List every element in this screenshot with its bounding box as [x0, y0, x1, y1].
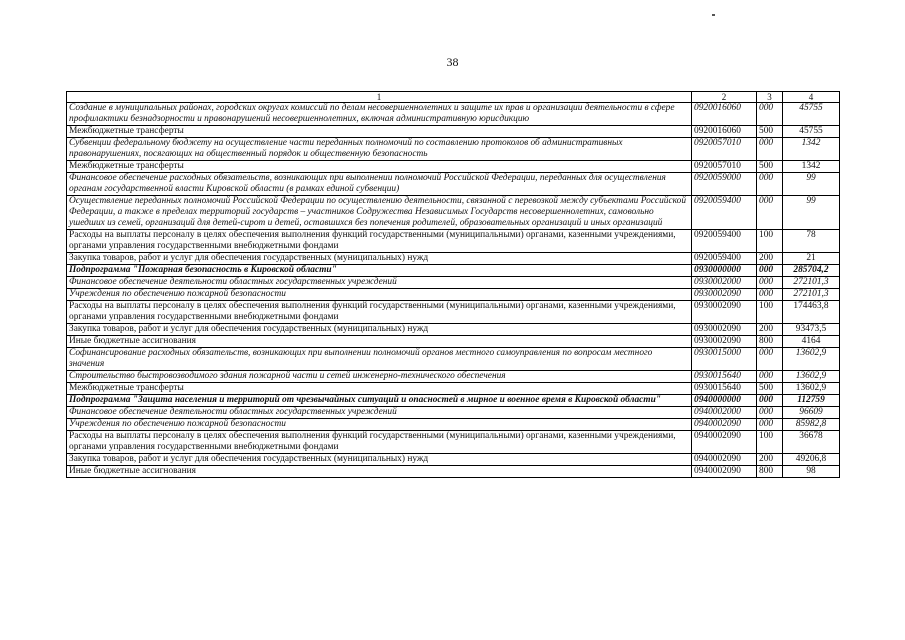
row-name-cell: Софинансирование расходных обязательств, возникающих при выполнении полномочий органов местного самоуправления по вопросам местного значения — [67, 348, 692, 371]
row-amount-cell: 85982,8 — [783, 419, 840, 431]
row-code-cell: 0920059400 — [692, 253, 757, 265]
table-row — [67, 196, 840, 230]
row-name-cell: Финансовое обеспечение деятельности областных государственных учреждений — [67, 407, 692, 419]
row-name-cell: Подпрограмма "Защита населения и территорий от чрезвычайных ситуаций и опасностей в мирное и военное время в Кировской области" — [67, 395, 692, 407]
row-name-cell: Субвенции федеральному бюджету на осуществление части переданных полномочий по составлению протоколов об административных правонарушениях, посягающих на общественный порядок и общественную безопасность — [67, 138, 692, 161]
table-row — [67, 383, 840, 395]
row-code-cell: 0920016060 — [692, 103, 757, 126]
row-amount-cell: 112759 — [783, 395, 840, 407]
header-col-3: 3 — [757, 92, 783, 103]
row-type-cell: 000 — [757, 138, 783, 161]
row-code-cell: 0920016060 — [692, 126, 757, 138]
row-name-cell: Учреждения по обеспечению пожарной безопасности — [67, 289, 692, 301]
row-name-cell: Межбюджетные трансферты — [67, 161, 692, 173]
row-type-cell: 000 — [757, 265, 783, 277]
row-amount-cell: 49206,8 — [783, 454, 840, 466]
row-name-cell: Финансовое обеспечение деятельности областных государственных учреждений — [67, 277, 692, 289]
row-code-cell: 0940002090 — [692, 431, 757, 454]
table-row — [67, 348, 840, 371]
row-amount-cell: 1342 — [783, 138, 840, 161]
row-type-cell: 100 — [757, 431, 783, 454]
row-amount-cell: 1342 — [783, 161, 840, 173]
row-name-cell: Межбюджетные трансферты — [67, 126, 692, 138]
row-code-cell: 0930000000 — [692, 265, 757, 277]
row-type-cell: 000 — [757, 348, 783, 371]
row-type-cell: 100 — [757, 301, 783, 324]
row-name-cell: Осуществление переданных полномочий Российской Федерации по осуществлению деятельности, связанной с перевозкой между субъектами Российской Федерации, а также в пределах территорий государств – участников Содружества Независимых Государств несовершеннолетних, самовольно ушедших из семей, организаций для детей-сирот и детей, оставшихся без попечения родителей, образовательных организаций и иных организаций — [67, 196, 692, 230]
row-name-cell: Закупка товаров, работ и услуг для обеспечения государственных (муниципальных) нужд — [67, 324, 692, 336]
row-amount-cell: 45755 — [783, 126, 840, 138]
row-amount-cell: 174463,8 — [783, 301, 840, 324]
row-amount-cell: 285704,2 — [783, 265, 840, 277]
row-type-cell: 100 — [757, 230, 783, 253]
row-name-cell: Межбюджетные трансферты — [67, 383, 692, 395]
row-code-cell: 0920059400 — [692, 196, 757, 230]
row-type-cell: 800 — [757, 466, 783, 478]
row-type-cell: 200 — [757, 253, 783, 265]
row-type-cell: 000 — [757, 289, 783, 301]
row-type-cell: 000 — [757, 407, 783, 419]
row-amount-cell: 45755 — [783, 103, 840, 126]
row-amount-cell: 36678 — [783, 431, 840, 454]
row-amount-cell: 272101,3 — [783, 277, 840, 289]
row-code-cell: 0940002090 — [692, 454, 757, 466]
table-row — [67, 126, 840, 138]
table-row — [67, 173, 840, 196]
scan-speck — [712, 14, 715, 16]
table-row — [67, 277, 840, 289]
row-type-cell: 000 — [757, 395, 783, 407]
row-amount-cell: 96609 — [783, 407, 840, 419]
row-code-cell: 0920057010 — [692, 161, 757, 173]
row-amount-cell: 4164 — [783, 336, 840, 348]
budget-table — [66, 91, 840, 478]
row-type-cell: 200 — [757, 324, 783, 336]
table-row — [67, 289, 840, 301]
row-code-cell: 0930002090 — [692, 301, 757, 324]
row-type-cell: 000 — [757, 103, 783, 126]
table-row — [67, 253, 840, 265]
table-header-row — [67, 92, 840, 103]
row-code-cell: 0930015640 — [692, 371, 757, 383]
header-col-4: 4 — [783, 92, 840, 103]
table-row — [67, 161, 840, 173]
row-name-cell: Иные бюджетные ассигнования — [67, 336, 692, 348]
table-row — [67, 138, 840, 161]
row-amount-cell: 21 — [783, 253, 840, 265]
row-code-cell: 0940000000 — [692, 395, 757, 407]
table-row — [67, 466, 840, 478]
row-type-cell: 800 — [757, 336, 783, 348]
header-col-2: 2 — [692, 92, 757, 103]
row-amount-cell: 93473,5 — [783, 324, 840, 336]
table-row — [67, 301, 840, 324]
row-code-cell: 0940002000 — [692, 407, 757, 419]
row-code-cell: 0920057010 — [692, 138, 757, 161]
page-number: 38 — [446, 55, 459, 69]
row-amount-cell: 13602,9 — [783, 348, 840, 371]
row-name-cell: Закупка товаров, работ и услуг для обеспечения государственных (муниципальных) нужд — [67, 454, 692, 466]
row-code-cell: 0930002000 — [692, 277, 757, 289]
row-name-cell: Подпрограмма "Пожарная безопасность в Кировской области" — [67, 265, 692, 277]
row-type-cell: 500 — [757, 126, 783, 138]
row-name-cell: Расходы на выплаты персоналу в целях обеспечения выполнения функций государственными (муниципальными) органами, казенными учреждениями, органами управления государственными внебюджетными фондами — [67, 431, 692, 454]
row-amount-cell: 13602,9 — [783, 383, 840, 395]
table-row — [67, 230, 840, 253]
row-code-cell: 0930002090 — [692, 336, 757, 348]
row-name-cell: Закупка товаров, работ и услуг для обеспечения государственных (муниципальных) нужд — [67, 253, 692, 265]
row-type-cell: 000 — [757, 196, 783, 230]
row-type-cell: 200 — [757, 454, 783, 466]
table-row — [67, 265, 840, 277]
row-name-cell: Создание в муниципальных районах, городских округах комиссий по делам несовершеннолетних и защите их прав и организации деятельности в сфере профилактики безнадзорности и правонарушений несовершеннолетних, включая административную юрисдикцию — [67, 103, 692, 126]
row-type-cell: 000 — [757, 419, 783, 431]
table-row — [67, 371, 840, 383]
row-name-cell: Расходы на выплаты персоналу в целях обеспечения выполнения функций государственными (муниципальными) органами, казенными учреждениями, органами управления государственными внебюджетными фондами — [67, 230, 692, 253]
table-row — [67, 419, 840, 431]
row-type-cell: 500 — [757, 161, 783, 173]
row-code-cell: 0930002090 — [692, 289, 757, 301]
row-type-cell: 000 — [757, 173, 783, 196]
row-code-cell: 0930002090 — [692, 324, 757, 336]
table-row — [67, 407, 840, 419]
row-code-cell: 0930015000 — [692, 348, 757, 371]
table-row — [67, 431, 840, 454]
row-amount-cell: 13602,9 — [783, 371, 840, 383]
table-row — [67, 395, 840, 407]
row-name-cell: Финансовое обеспечение расходных обязательств, возникающих при выполнении полномочий Российской Федерации, переданных для осуществления органам государственной власти Кировской области (в рамках единой субвенции) — [67, 173, 692, 196]
row-code-cell: 0940002090 — [692, 466, 757, 478]
table-row — [67, 336, 840, 348]
row-type-cell: 500 — [757, 383, 783, 395]
table-row — [67, 324, 840, 336]
row-name-cell: Расходы на выплаты персоналу в целях обеспечения выполнения функций государственными (муниципальными) органами, казенными учреждениями, органами управления государственными внебюджетными фондами — [67, 301, 692, 324]
row-code-cell: 0920059400 — [692, 230, 757, 253]
row-name-cell: Учреждения по обеспечению пожарной безопасности — [67, 419, 692, 431]
row-amount-cell: 99 — [783, 196, 840, 230]
row-amount-cell: 78 — [783, 230, 840, 253]
row-type-cell: 000 — [757, 277, 783, 289]
row-code-cell: 0920059000 — [692, 173, 757, 196]
table-row — [67, 103, 840, 126]
row-code-cell: 0930015640 — [692, 383, 757, 395]
row-type-cell: 000 — [757, 371, 783, 383]
row-amount-cell: 272101,3 — [783, 289, 840, 301]
row-amount-cell: 99 — [783, 173, 840, 196]
table-row — [67, 454, 840, 466]
header-col-1: 1 — [67, 92, 692, 103]
row-name-cell: Иные бюджетные ассигнования — [67, 466, 692, 478]
row-amount-cell: 98 — [783, 466, 840, 478]
row-code-cell: 0940002090 — [692, 419, 757, 431]
row-name-cell: Строительство быстровозводимого здания пожарной части и сетей инженерно-технического обеспечения — [67, 371, 692, 383]
